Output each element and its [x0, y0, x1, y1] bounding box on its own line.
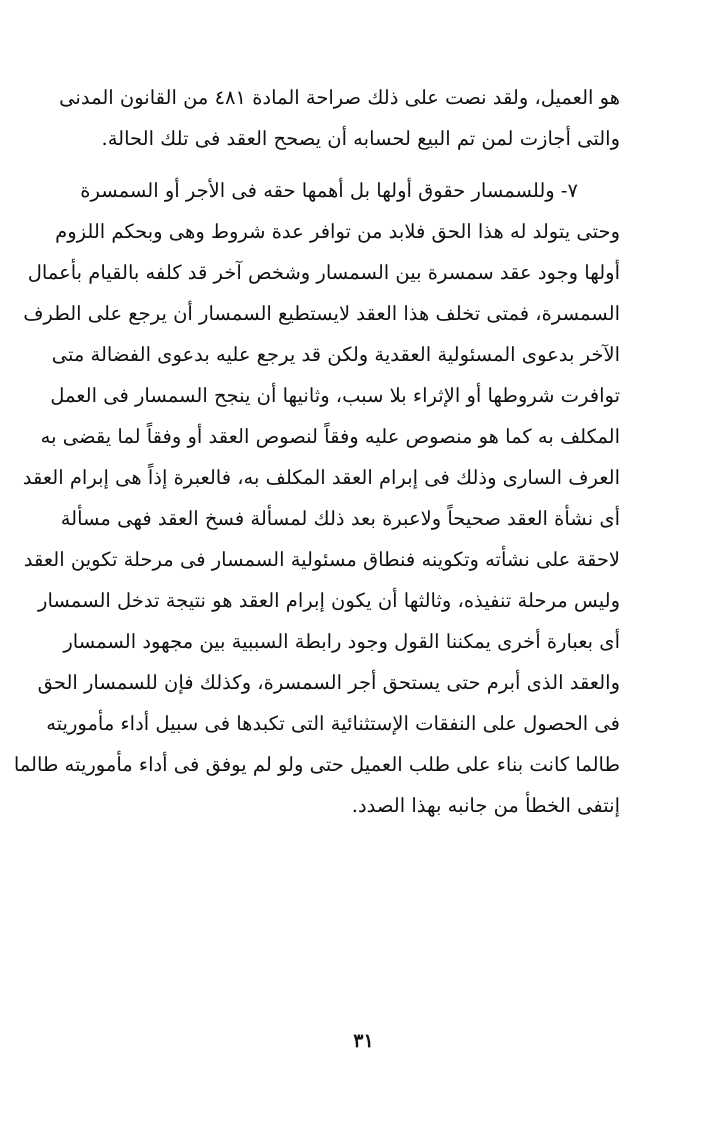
text-line: السمسرة، فمتى تخلف هذا العقد لايستطيع السمسار أن يرجع على الطرف	[23, 302, 620, 325]
text-line: أولها وجود عقد سمسرة بين السمسار وشخص آخر قد كلفه بالقيام بأعمال	[27, 261, 620, 284]
text-line: وليس مرحلة تنفيذه، وثالثها أن يكون إبرام العقد هو نتيجة تدخل السمسار	[38, 589, 620, 612]
paragraph-1	[59, 77, 620, 159]
text-line: المكلف به كما هو منصوص عليه وفقاً لنصوص العقد أو وفقاً لما يقضى به	[40, 425, 620, 448]
text-line: طالما كانت بناء على طلب العميل حتى ولو لم يوفق فى أداء مأموريته طالما	[13, 753, 620, 776]
text-line: فى الحصول على النفقات الإستثنائية التى تكبدها فى سبيل أداء مأموريته	[46, 712, 620, 735]
text-line: الآخر بدعوى المسئولية العقدية ولكن قد يرجع عليه بدعوى الفضالة متى	[51, 343, 620, 366]
text-line: وحتى يتولد له هذا الحق فلابد من توافر عدة شروط وهى وبحكم اللزوم	[55, 220, 620, 243]
text-line: والعقد الذى أبرم حتى يستحق أجر السمسرة، وكذلك فإن للسمسار الحق	[37, 671, 620, 694]
text-line: إنتفى الخطأ من جانبه بهذا الصدد.	[351, 794, 620, 817]
page-number: ٣١	[353, 1030, 374, 1052]
text-line: توافرت شروطها أو الإثراء بلا سبب، وثانيها أن ينجح السمسار فى العمل	[50, 384, 620, 407]
text-line: لاحقة على نشأته وتكوينه فنطاق مسئولية السمسار فى مرحلة تكوين العقد	[23, 548, 620, 571]
text-line: أى بعبارة أخرى يمكننا القول وجود رابطة السببية بين مجهود السمسار	[63, 630, 620, 653]
paragraph-2	[13, 170, 620, 826]
text-line: العرف السارى وذلك فى إبرام العقد المكلف به، فالعبرة إذاً هى إبرام العقد	[22, 466, 620, 489]
text-line: ٧- وللسمسار حقوق أولها بل أهمها حقه فى الأجر أو السمسرة	[80, 179, 578, 202]
text-line: هو العميل، ولقد نصت على ذلك صراحة المادة ٤٨١ من القانون المدنى	[59, 86, 620, 109]
text-line: والتى أجازت لمن تم البيع لحسابه أن يصحح العقد فى تلك الحالة.	[101, 127, 620, 150]
text-line: أى نشأة العقد صحيحاً ولاعبرة بعد ذلك لمسألة فسخ العقد فهى مسألة	[60, 507, 620, 530]
